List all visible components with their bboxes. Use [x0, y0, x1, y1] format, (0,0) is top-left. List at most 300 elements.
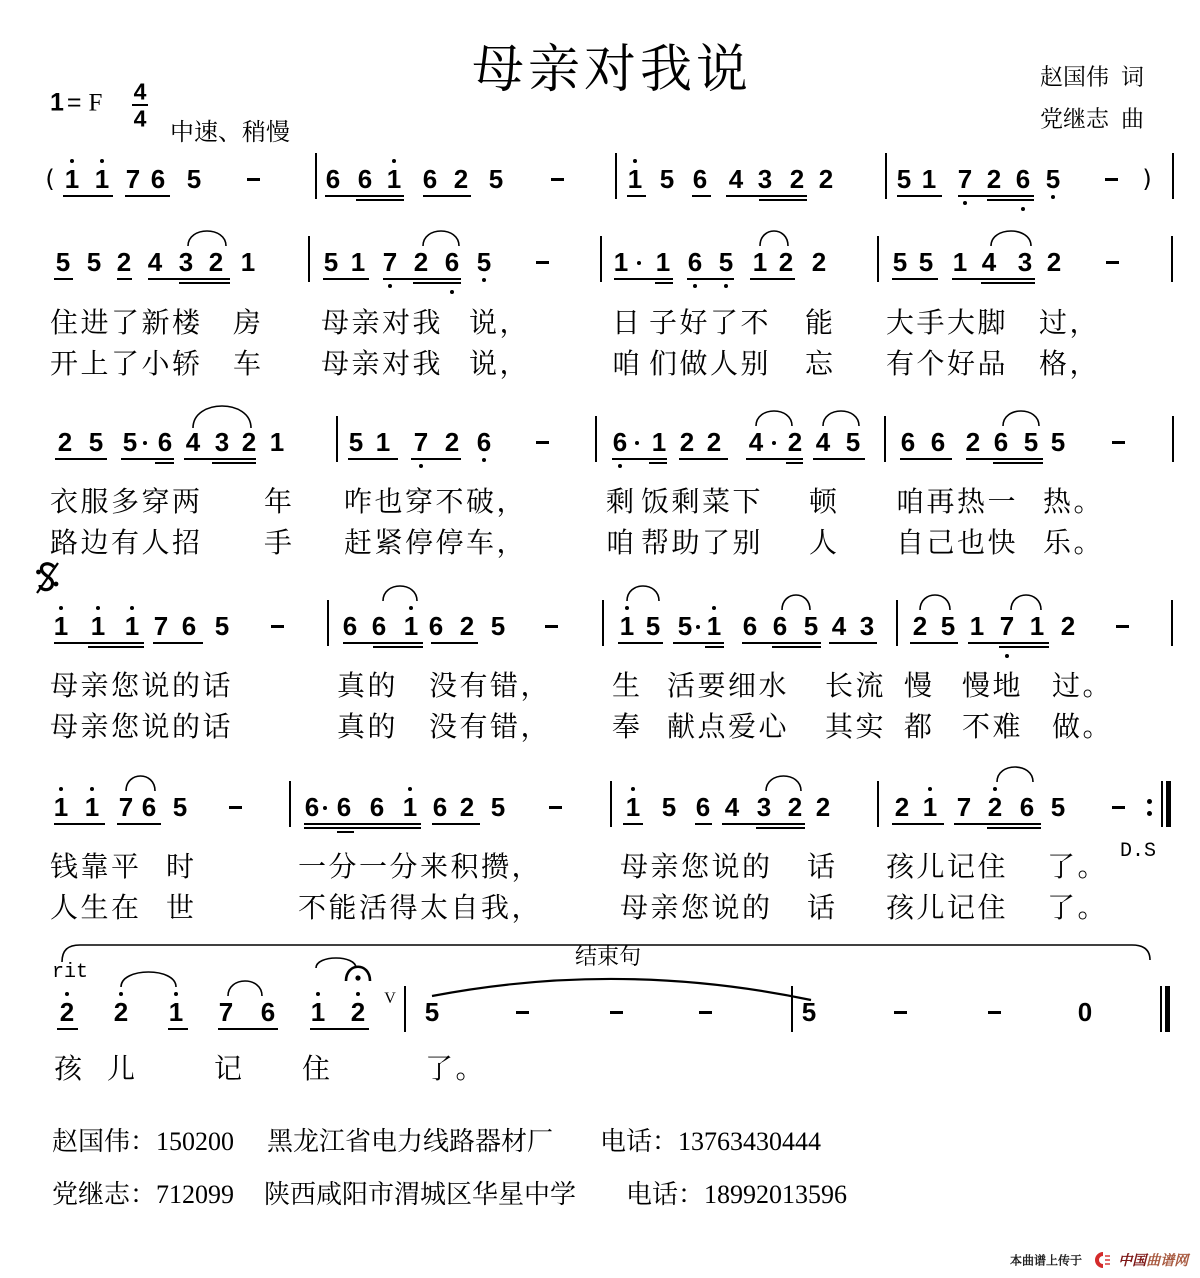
note-digit: 2: [986, 164, 1002, 194]
note-digit: 1: [90, 611, 106, 641]
note-digit: 1: [310, 997, 326, 1027]
slur: [193, 406, 251, 428]
sustain-dash: [545, 625, 558, 628]
octave-dot-low: [724, 284, 728, 288]
note-digit: 1: [84, 792, 100, 822]
octave-dot-high: [59, 606, 63, 610]
note-digit: 6: [1019, 792, 1035, 822]
barline: [791, 986, 793, 1032]
sustain-dash: [516, 1011, 529, 1014]
note-digit: 6: [369, 792, 385, 822]
note-digit: 1: [375, 427, 391, 457]
note-digit: 1: [706, 611, 722, 641]
octave-dot-high: [712, 606, 716, 610]
note-digit: 1: [94, 164, 110, 194]
lyric-segment-verse-2: 手: [264, 526, 295, 559]
octave-dot-high: [100, 159, 104, 163]
note-digit: 7: [118, 792, 134, 822]
note-digit: 5: [424, 997, 440, 1027]
note-digit: 6: [260, 997, 276, 1027]
beam-underline: [954, 823, 1041, 825]
octave-dot-low: [693, 284, 697, 288]
barline: [1171, 600, 1173, 646]
barline: [327, 600, 329, 646]
slur: [1003, 411, 1039, 426]
beam-underline: [958, 195, 1034, 197]
lyric-segment-verse-2: 没有错，: [429, 710, 552, 743]
note-digit: 4: [147, 247, 163, 277]
tempo-marking: 中速、稍慢: [170, 118, 290, 146]
sustain-dash: [536, 441, 549, 444]
note-digit: 1: [651, 427, 667, 457]
segno-icon: [36, 563, 58, 593]
octave-dot-low: [482, 278, 486, 282]
octave-dot-low: [1051, 195, 1055, 199]
note-digit: 0: [1077, 997, 1093, 1027]
lyric-segment-verse-1: 母亲您说的话: [50, 669, 234, 702]
note-digit: 1: [402, 792, 418, 822]
octave-dot-low: [963, 201, 967, 205]
lyric-segment-verse-2: 路边有人招: [50, 526, 203, 559]
octave-dot-high: [70, 159, 74, 163]
note-digit: 2: [208, 247, 224, 277]
beam-underline: [325, 195, 404, 197]
key-signature: [50, 89, 102, 118]
lyric-segment-verse-1: 过，: [1039, 306, 1101, 339]
beam-underline: [432, 823, 480, 825]
lyric-segment-verse-1: 长流: [825, 669, 887, 702]
note-digit: 7: [413, 427, 429, 457]
beam-underline: [966, 458, 1043, 460]
note-digit: 3: [214, 427, 230, 457]
contact-name: 赵国伟：150200: [52, 1127, 235, 1156]
lyric-segment-verse-2: 母亲您说的话: [50, 710, 234, 743]
lyric-segment-verse-1: 一分一分来积攒，: [298, 850, 543, 883]
note-digit: 1: [53, 611, 69, 641]
slur: [121, 972, 176, 987]
intro-open-parenthesis: (: [45, 165, 55, 193]
beam-underline: [952, 278, 1035, 280]
note-digit: 1: [168, 997, 184, 1027]
note-digit: 1: [53, 792, 69, 822]
octave-dot-high: [993, 787, 997, 791]
lyric-segment-verse-2: 献点爱心: [667, 710, 790, 743]
lyric-segment-verse-2: 人: [809, 526, 840, 559]
note-digit: 5: [892, 247, 908, 277]
sustain-dash: [247, 178, 260, 181]
note-digit: 5: [677, 611, 693, 641]
sustain-dash: [229, 806, 242, 809]
beam-underline: [63, 195, 113, 197]
note-digit: 6: [336, 792, 352, 822]
contact-address: 陕西咸阳市渭城区华星中学: [264, 1180, 577, 1209]
final-barline-thick: [1165, 986, 1170, 1032]
beam-underline: [627, 195, 646, 197]
note-digit: 1: [921, 164, 937, 194]
note-digit: 5: [645, 611, 661, 641]
lyric-segment-verse-1: 能: [805, 306, 836, 339]
lyric-segment-verse-1: 孩: [54, 1052, 85, 1085]
sustain-dash: [1105, 178, 1118, 181]
lyric-segment-verse-2: 们做人别: [649, 347, 772, 380]
lyric-segment-verse-2: 忘: [805, 347, 836, 380]
barline: [884, 416, 886, 462]
note-digit: 2: [818, 164, 834, 194]
contact-name: 党继志：712099: [52, 1180, 235, 1209]
note-digit: 5: [1050, 427, 1066, 457]
barline: [1172, 416, 1174, 462]
note-digit: 2: [59, 997, 75, 1027]
barline: [308, 236, 310, 282]
sustain-dash: [549, 806, 562, 809]
breath-mark: V: [384, 990, 396, 1007]
note-digit: 5: [476, 247, 492, 277]
lyric-segment-verse-1: 年: [264, 485, 295, 518]
lyric-segment-verse-1: 衣服多穿两: [50, 485, 203, 518]
lyric-segment-verse-1: 住: [302, 1052, 333, 1085]
note-digit: 5: [88, 427, 104, 457]
note-digit: 3: [757, 164, 773, 194]
beam-underline: [722, 823, 805, 825]
lyricist-role: 词: [1121, 64, 1144, 91]
note-digit: 5: [86, 247, 102, 277]
lyric-segment-verse-1: 子好了不: [649, 306, 772, 339]
dal-segno-mark: D.S: [1120, 840, 1157, 863]
note-digit: 7: [382, 247, 398, 277]
upload-watermark: [1010, 1250, 1188, 1270]
note-digit: 6: [695, 792, 711, 822]
octave-dot-low: [1021, 207, 1025, 211]
lyric-segment-verse-2: 话: [807, 891, 838, 924]
beam-underline: [987, 827, 1041, 829]
octave-dot-low: [388, 284, 392, 288]
lyric-segment-verse-1: 剩: [606, 485, 637, 518]
augmentation-dot: [637, 261, 641, 265]
note-digit: 6: [444, 247, 460, 277]
lyric-segment-verse-1: 热。: [1043, 485, 1105, 518]
beam-underline: [184, 458, 256, 460]
beam-underline: [772, 646, 821, 648]
slur: [126, 776, 155, 791]
note-digit: 6: [692, 164, 708, 194]
contact-phone: 电话：18992013596: [626, 1180, 848, 1209]
octave-dot-high: [928, 787, 932, 791]
lyric-segment-verse-2: 孩儿记住: [886, 891, 1009, 924]
note-digit: 7: [956, 792, 972, 822]
beam-underline: [673, 642, 724, 644]
site-logo-icon: [1093, 1252, 1111, 1268]
barline: [610, 781, 612, 827]
note-digit: 1: [240, 247, 256, 277]
octave-dot-low: [1005, 654, 1009, 658]
lyric-segment-verse-1: 时: [166, 850, 197, 883]
note-digit: 2: [1046, 247, 1062, 277]
lyric-segment-verse-1: 记: [214, 1052, 245, 1085]
beam-underline: [55, 458, 107, 460]
slur: [423, 231, 459, 246]
note-digit: 5: [801, 997, 817, 1027]
beam-underline: [337, 831, 354, 833]
note-digit: 5: [490, 611, 506, 641]
lyric-segment-verse-2: 咱: [606, 526, 637, 559]
note-digit: 6: [181, 611, 197, 641]
note-digit: 2: [811, 247, 827, 277]
octave-dot-high: [59, 787, 63, 791]
note-digit: 1: [386, 164, 402, 194]
note-digit: 2: [706, 427, 722, 457]
beam-underline: [168, 1028, 188, 1030]
beam-underline: [649, 462, 667, 464]
beam-underline: [348, 458, 398, 460]
note-digit: 4: [728, 164, 744, 194]
slur: [188, 231, 226, 246]
beam-underline: [679, 458, 728, 460]
sustain-dash: [551, 178, 564, 181]
beam-underline: [218, 1028, 278, 1030]
note-digit: 1: [969, 611, 985, 641]
contact-phone: 电话：13763430444: [600, 1127, 822, 1156]
beam-underline: [343, 642, 423, 644]
slur: [997, 767, 1033, 782]
note-digit: 2: [241, 427, 257, 457]
lyric-segment-verse-1: 过。: [1052, 669, 1114, 702]
beam-underline: [125, 195, 170, 197]
barline: [595, 416, 597, 462]
octave-dot-high: [130, 606, 134, 610]
lyric-segment-verse-2: 人生在: [50, 891, 142, 924]
site-name-part2: 曲谱网: [1146, 1253, 1189, 1269]
note-digit: 5: [172, 792, 188, 822]
watermark-text: 本曲谱上传于: [1010, 1253, 1083, 1268]
octave-dot-high: [65, 992, 69, 996]
note-digit: 2: [789, 164, 805, 194]
beam-underline: [117, 823, 161, 825]
beam-underline: [117, 278, 132, 280]
beam-underline: [373, 646, 423, 648]
note-digit: 2: [350, 997, 366, 1027]
lyric-segment-verse-1: 说，: [469, 306, 531, 339]
beam-underline: [695, 823, 712, 825]
note-digit: 2: [787, 792, 803, 822]
note-digit: 5: [488, 164, 504, 194]
lyric-segment-verse-2: 其实: [825, 710, 887, 743]
lyric-segment-verse-1: 顿: [809, 485, 840, 518]
lyric-segment-verse-2: 有个好品: [886, 347, 1009, 380]
note-digit: 1: [64, 164, 80, 194]
beam-underline: [54, 823, 105, 825]
lyric-segment-verse-2: 赶紧停停车，: [344, 526, 528, 559]
lyric-segment-verse-1: 住进了新楼: [50, 306, 203, 339]
ending-phrase-label: 结束句: [575, 945, 642, 970]
note-digit: 1: [1029, 611, 1045, 641]
barline: [1172, 153, 1174, 199]
note-digit: 6: [930, 427, 946, 457]
composer-credit: [1040, 106, 1144, 133]
beam-underline: [612, 458, 667, 460]
slur: [756, 411, 792, 426]
note-digit: 3: [1017, 247, 1033, 277]
key-degree: 1: [50, 88, 64, 117]
repeat-dot: [1147, 799, 1152, 804]
octave-dot-high: [356, 992, 360, 996]
beam-underline: [54, 278, 73, 280]
final-barline-thin: [1160, 986, 1162, 1032]
beam-underline: [756, 827, 805, 829]
note-digit: 6: [612, 427, 628, 457]
slur: [920, 595, 950, 610]
beam-underline: [726, 195, 807, 197]
note-digit: 5: [186, 164, 202, 194]
beam-underline: [829, 642, 877, 644]
octave-dot-low: [482, 458, 486, 462]
contact-address: 黑龙江省电力线路器材厂: [267, 1127, 554, 1156]
lyric-segment-verse-2: 乐。: [1043, 526, 1105, 559]
barline: [877, 236, 879, 282]
lyric-segment-verse-1: 了。: [425, 1052, 487, 1085]
lyric-segment-verse-1: 话: [807, 850, 838, 883]
note-digit: 1: [627, 164, 643, 194]
beam-underline: [148, 278, 230, 280]
note-digit: 7: [957, 164, 973, 194]
repeat-barline-thin: [1161, 781, 1163, 827]
note-digit: 5: [323, 247, 339, 277]
key-equals-sign: =: [66, 88, 82, 117]
note-digit: 5: [1050, 792, 1066, 822]
note-digit: 7: [125, 164, 141, 194]
beam-underline: [155, 462, 174, 464]
lyric-segment-verse-1: 没有错，: [429, 669, 552, 702]
note-digit: 6: [325, 164, 341, 194]
note-digit: 6: [900, 427, 916, 457]
site-name-part1: 中国: [1118, 1253, 1147, 1269]
augmentation-dot: [143, 441, 147, 445]
beam-underline: [413, 282, 461, 284]
note-digit: 6: [157, 427, 173, 457]
beam-underline: [212, 462, 256, 464]
lyric-segment-verse-2: 了。: [1047, 891, 1109, 924]
note-digit: 6: [476, 427, 492, 457]
beam-underline: [57, 1028, 78, 1030]
octave-dot-high: [633, 159, 637, 163]
lyric-segment-verse-1: 咱再热一: [896, 485, 1019, 518]
note-digit: 2: [444, 427, 460, 457]
note-digit: 5: [1023, 427, 1039, 457]
beam-underline: [987, 199, 1034, 201]
sustain-dash: [271, 625, 284, 628]
beam-underline: [910, 642, 958, 644]
composer-name: 党继志: [1040, 106, 1109, 133]
note-digit: 6: [432, 792, 448, 822]
beam-underline: [431, 642, 478, 644]
lyric-segment-verse-2: 咱: [612, 347, 643, 380]
lyric-segment-verse-1: 母亲您说的: [620, 850, 773, 883]
beam-underline: [153, 642, 203, 644]
slur: [228, 981, 262, 996]
octave-dot-high: [409, 606, 413, 610]
sustain-dash: [1112, 441, 1125, 444]
beam-underline: [999, 646, 1049, 648]
beam-underline: [423, 195, 471, 197]
note-digit: 6: [141, 792, 157, 822]
note-digit: 5: [122, 427, 138, 457]
note-digit: 7: [218, 997, 234, 1027]
slur: [782, 595, 810, 610]
sustain-dash: [894, 1011, 907, 1014]
lyricist-name: 赵国伟: [1040, 64, 1109, 91]
lyric-segment-verse-2: 自己也快: [896, 526, 1019, 559]
octave-dot-high: [631, 787, 635, 791]
lyric-segment-verse-1: 活要细水: [667, 669, 790, 702]
sustain-dash: [1112, 806, 1125, 809]
note-digit: 4: [748, 427, 764, 457]
note-digit: 4: [185, 427, 201, 457]
lyric-segment-verse-2: 说，: [469, 347, 531, 380]
lyric-segment-verse-1: 儿: [107, 1052, 138, 1085]
beam-underline: [892, 823, 944, 825]
note-digit: 1: [269, 427, 285, 457]
sustain-dash: [1116, 625, 1129, 628]
lyric-segment-verse-1: 慢地: [962, 669, 1024, 702]
time-signature-denominator: 4: [133, 105, 147, 132]
note-digit: 2: [894, 792, 910, 822]
lyricist-credit: [1040, 64, 1144, 91]
beam-underline: [968, 642, 1049, 644]
octave-dot-high: [174, 992, 178, 996]
beam-underline: [981, 282, 1035, 284]
lyric-segment-verse-2: 都: [904, 710, 935, 743]
note-digit: 2: [987, 792, 1003, 822]
slur: [383, 586, 417, 601]
footer-line-2: [0, 1180, 1200, 1210]
note-digit: 6: [993, 427, 1009, 457]
phrase-slur: [432, 979, 811, 1000]
note-digit: 6: [422, 164, 438, 194]
note-digit: 1: [625, 792, 641, 822]
beam-underline: [742, 642, 821, 644]
repeat-dot: [1147, 811, 1152, 816]
note-digit: 1: [613, 247, 629, 277]
lyric-segment-verse-1: 钱靠平: [50, 850, 142, 883]
song-title: 母亲对我说: [471, 40, 753, 100]
barline: [1171, 236, 1173, 282]
lyric-segment-verse-1: 孩儿记住: [886, 850, 1009, 883]
barline: [615, 153, 617, 199]
barline: [896, 600, 898, 646]
footer-line-1: [0, 1127, 1200, 1157]
note-digit: 1: [350, 247, 366, 277]
lyric-segment-verse-1: 了。: [1047, 850, 1109, 883]
lyric-segment-verse-2: 车: [233, 347, 264, 380]
lyric-segment-verse-1: 日: [612, 306, 643, 339]
note-digit: 6: [1015, 164, 1031, 194]
augmentation-dot: [323, 806, 327, 810]
note-digit: 4: [815, 427, 831, 457]
note-digit: 5: [896, 164, 912, 194]
slur: [760, 231, 788, 246]
note-digit: 2: [1060, 611, 1076, 641]
note-digit: 3: [756, 792, 772, 822]
note-digit: 5: [845, 427, 861, 457]
beam-underline: [759, 199, 807, 201]
octave-dot-high: [625, 606, 629, 610]
beam-underline: [411, 458, 461, 460]
beam-underline: [304, 827, 421, 829]
note-digit: 7: [153, 611, 169, 641]
octave-dot-low: [618, 464, 622, 468]
note-digit: 2: [57, 427, 73, 457]
note-digit: 5: [1045, 164, 1061, 194]
lyric-segment-verse-2: 做。: [1052, 710, 1114, 743]
